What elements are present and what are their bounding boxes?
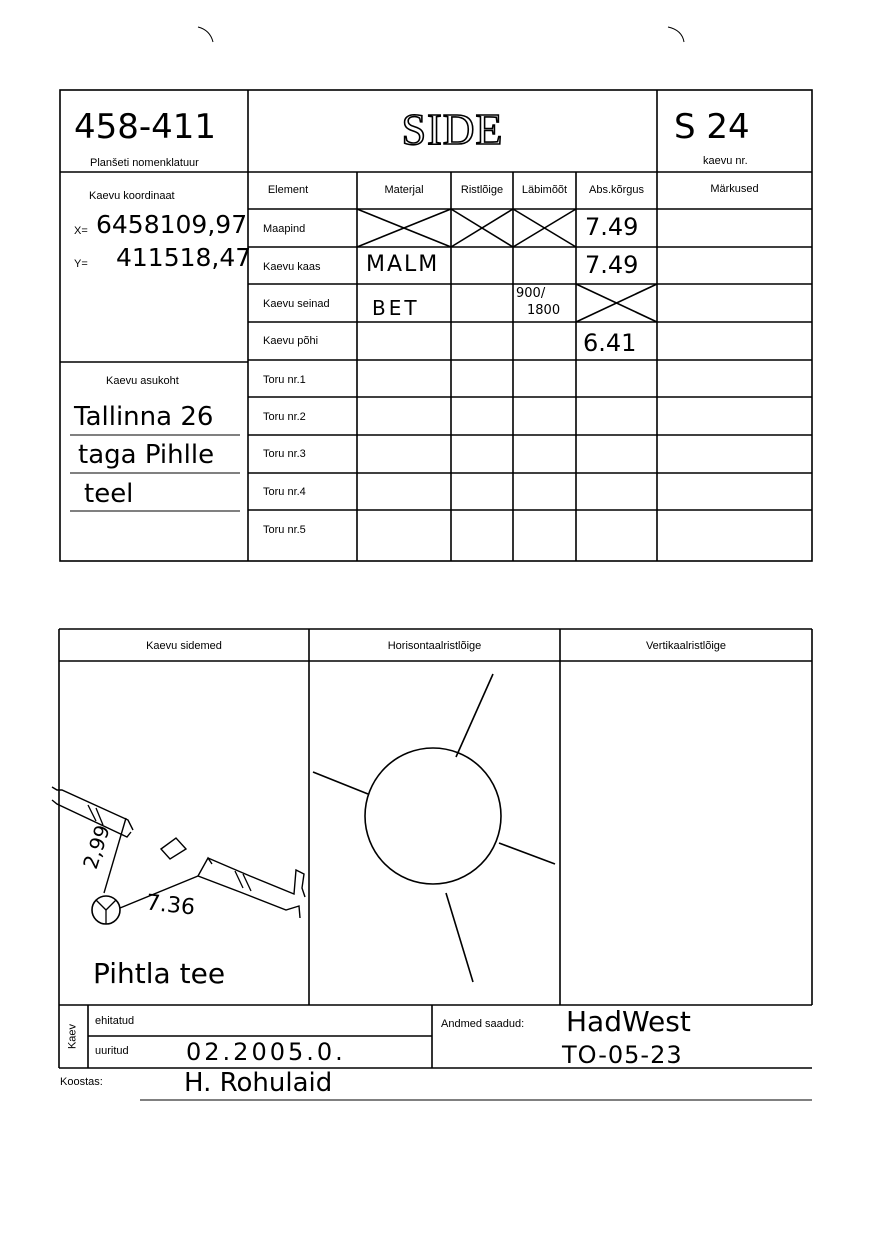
- cell-kaas-abs: 7.49: [585, 251, 639, 279]
- row-label-toru-2: Toru nr.2: [263, 411, 306, 423]
- well-number-value: S 24: [674, 107, 750, 147]
- row-label-toru-3: Toru nr.3: [263, 448, 306, 460]
- compiled-value: H. Rohulaid: [184, 1068, 333, 1098]
- header-connections: Kaevu sidemed: [146, 640, 222, 652]
- row-label-maapind: Maapind: [263, 223, 306, 235]
- side-label-kaev: Kaev: [66, 1023, 79, 1050]
- cell-kaas-materjal: MALM: [366, 252, 440, 277]
- col-header-ristloige: Ristlõige: [460, 184, 504, 196]
- coords-label: Kaevu koordinaat: [89, 190, 175, 202]
- sketch-dimension-1: 2,99: [78, 822, 115, 872]
- surveyed-value: 02.2005.0.: [186, 1038, 346, 1066]
- location-label: Kaevu asukoht: [106, 375, 179, 387]
- header-horizontal-section: Horisontaalristlõige: [387, 640, 482, 652]
- built-label: ehitatud: [95, 1015, 135, 1027]
- location-line-3: teel: [84, 479, 134, 509]
- cell-pohi-abs: 6.41: [583, 329, 637, 357]
- source-value-1: HadWest: [566, 1005, 691, 1038]
- compiled-label: Koostas:: [60, 1076, 103, 1088]
- row-label-toru-4: Toru nr.4: [263, 486, 306, 498]
- col-header-labimoot: Läbimõõt: [521, 184, 568, 196]
- col-header-markused: Märkused: [710, 183, 759, 195]
- cell-seinad-materjal: BET: [372, 296, 420, 320]
- header-vertical-section: Vertikaalristlõige: [645, 640, 727, 652]
- plansheet-value: 458-411: [74, 107, 217, 147]
- cell-seinad-labimoot-top: 900/: [516, 286, 546, 301]
- source-label: Andmed saadud:: [441, 1018, 525, 1030]
- location-line-2: taga Pihlle: [78, 440, 215, 470]
- location-line-1: Tallinna 26: [74, 402, 214, 432]
- row-label-kaevu-kaas: Kaevu kaas: [263, 261, 321, 273]
- cell-seinad-labimoot-bottom: 1800: [527, 303, 561, 318]
- y-label: Y=: [74, 258, 88, 270]
- y-value: 411518,47: [116, 243, 252, 272]
- row-label-kaevu-seinad: Kaevu seinad: [263, 298, 330, 310]
- well-number-label: kaevu nr.: [703, 155, 748, 167]
- form-title: SIDE: [401, 105, 504, 154]
- x-label: X=: [74, 225, 88, 237]
- row-label-toru-1: Toru nr.1: [263, 374, 306, 386]
- col-header-materjal: Materjal: [384, 184, 424, 196]
- row-label-toru-5: Toru nr.5: [263, 524, 306, 536]
- row-label-kaevu-pohi: Kaevu põhi: [263, 335, 319, 347]
- surveyed-label: uuritud: [95, 1045, 129, 1057]
- plansheet-label: Planšeti nomenklatuur: [90, 157, 199, 169]
- col-header-abs: Abs.kõrgus: [588, 184, 645, 196]
- cell-maapind-abs: 7.49: [585, 213, 639, 241]
- sketch-street-name: Pihtla tee: [93, 957, 226, 990]
- col-header-element: Element: [267, 184, 309, 196]
- sketch-dimension-2: 7.36: [144, 890, 197, 921]
- x-value: 6458109,97: [96, 210, 248, 239]
- source-value-2: TO-05-23: [562, 1041, 683, 1069]
